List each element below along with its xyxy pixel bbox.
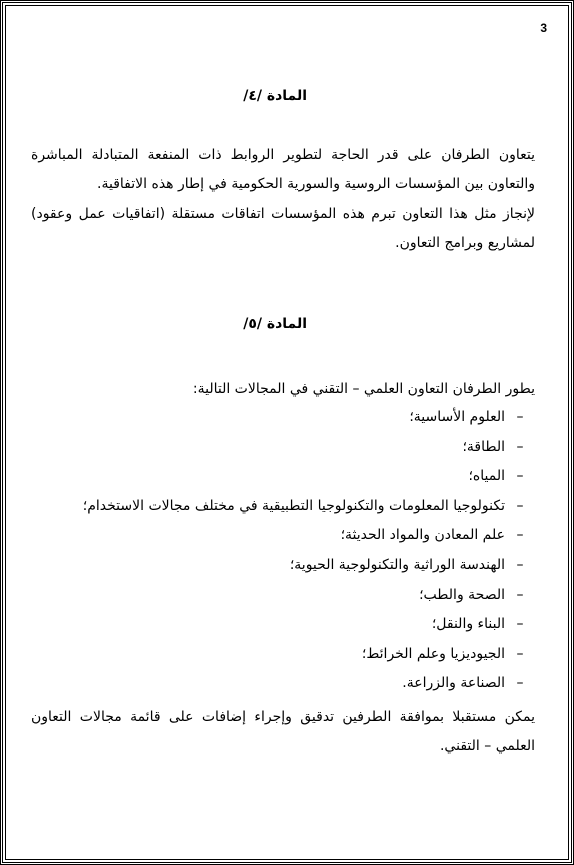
- list-item: [31, 669, 535, 699]
- list-dash: –: [516, 616, 524, 633]
- list-item-text: البناء والنقل؛: [431, 616, 505, 633]
- list-item: [31, 462, 535, 492]
- page-number: 3: [540, 21, 547, 35]
- list-item: [31, 492, 535, 522]
- article-5-closing: يمكن مستقبلا بموافقة الطرفين تدقيق وإجراء إضافات على قائمة مجالات التعاون العلمي – التقني.: [31, 709, 535, 754]
- article-5-intro: يطور الطرفان التعاون العلمي – التقني في المجالات التالية:: [192, 381, 535, 397]
- list-item: [31, 403, 535, 433]
- list-item-text: تكنولوجيا المعلومات والتكنولوجيا التطبيقية في مختلف مجالات الاستخدام؛: [82, 497, 505, 514]
- list-dash: –: [516, 438, 524, 455]
- article-4-paragraph-1: يتعاون الطرفان على قدر الحاجة لتطوير الروابط ذات المنفعة المتبادلة المباشرة والتعاون بين المؤسسات الروسية والسورية الحكومية في إطار هذه الاتفاقية.: [31, 147, 535, 192]
- list-item-text: المياه؛: [468, 468, 505, 485]
- list-item: [31, 551, 535, 581]
- article-4-heading: المادة /٤/: [243, 88, 307, 104]
- list-item: [31, 640, 535, 670]
- list-item: [31, 521, 535, 551]
- list-dash: –: [516, 409, 524, 425]
- list-dash: –: [516, 556, 524, 573]
- list-item-text: الصحة والطب؛: [419, 586, 505, 603]
- list-dash: –: [516, 468, 524, 485]
- article-4-paragraph-2: لإنجاز مثل هذا التعاون تبرم هذه المؤسسات اتفاقات مستقلة (اتفاقيات عمل وعقود) لمشاريع وبرامج التعاون.: [31, 206, 535, 251]
- list-item-text: علم المعادن والمواد الحديثة؛: [340, 527, 505, 544]
- list-item-text: الصناعة والزراعة.: [402, 675, 505, 692]
- list-dash: –: [516, 586, 524, 603]
- list-item: [31, 581, 535, 611]
- list-item-text: الجيوديزيا وعلم الخرائط؛: [361, 645, 505, 662]
- article-5-heading: المادة /٥/: [243, 316, 307, 332]
- list-dash: –: [516, 645, 524, 662]
- list-item-text: الهندسة الوراثية والتكنولوجية الحيوية؛: [289, 556, 505, 573]
- list-item: [31, 433, 535, 463]
- list-item: [31, 610, 535, 640]
- list-dash: –: [516, 497, 524, 514]
- list-dash: –: [516, 527, 524, 544]
- fields-list: [31, 403, 535, 699]
- list-dash: –: [516, 675, 524, 692]
- list-item-text: الطاقة؛: [462, 438, 505, 455]
- list-item-text: العلوم الأساسية؛: [409, 409, 505, 425]
